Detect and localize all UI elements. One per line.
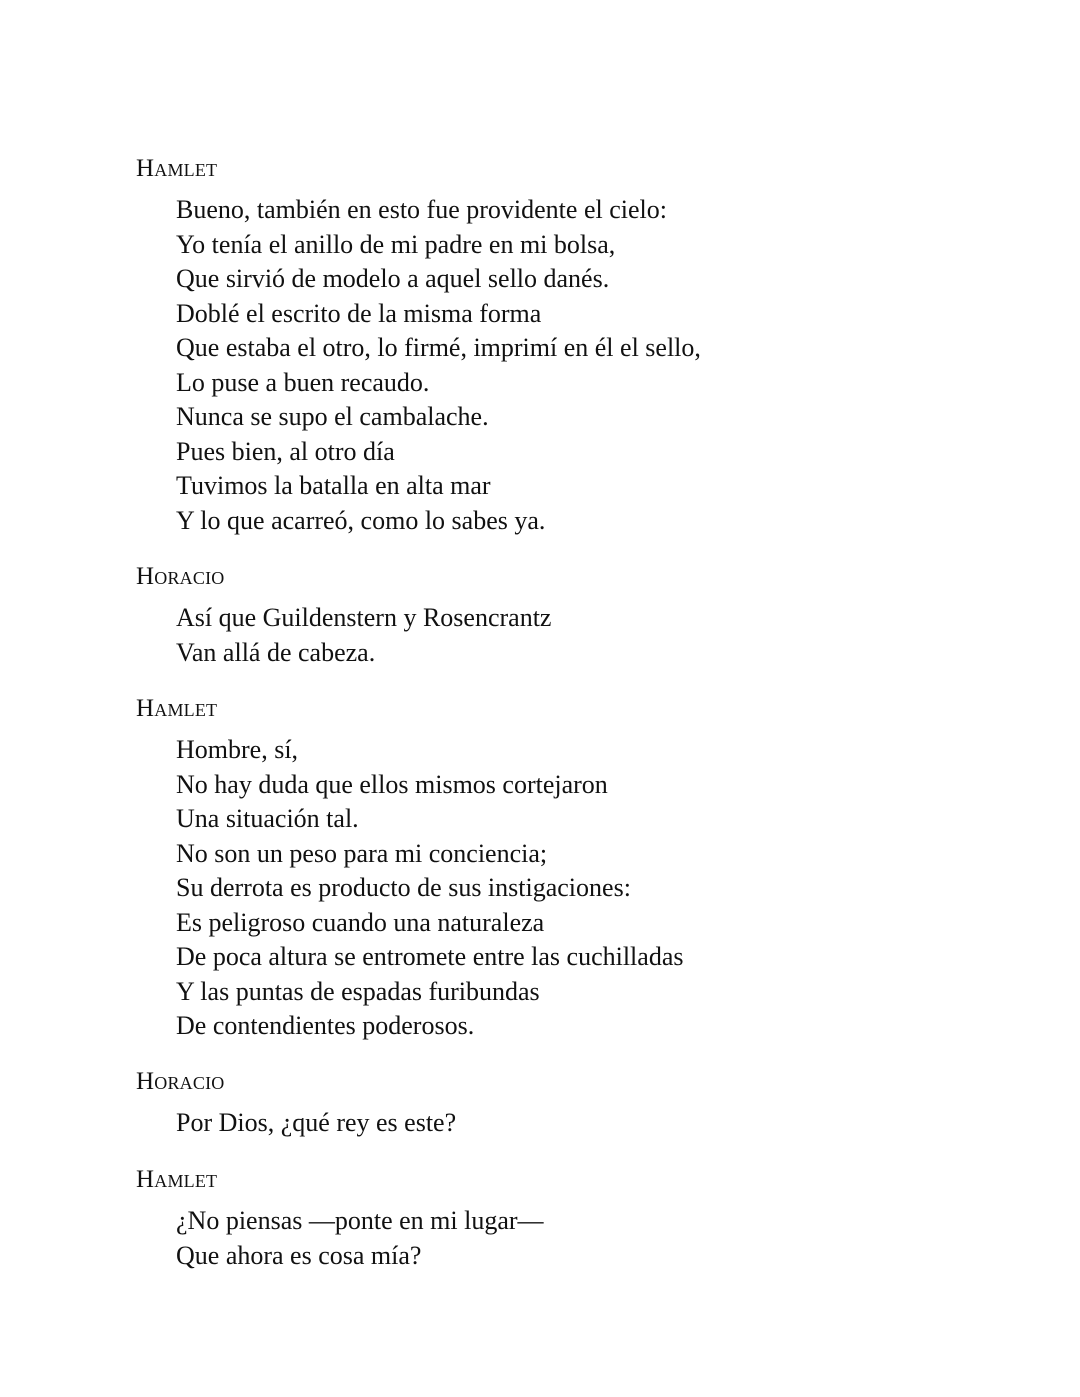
verse-line: No hay duda que ellos mismos cortejaron — [176, 769, 608, 799]
verse-line: Tuvimos la batalla en alta mar — [176, 471, 491, 500]
verse-line: Que estaba el otro, lo firmé, imprimí en él el sello, — [176, 333, 701, 362]
verse-line: Por Dios, ¿qué rey es este? — [176, 1108, 457, 1137]
verse-line: Bueno, también en esto fue providente el cielo: — [176, 195, 667, 224]
speech-lines — [176, 1204, 956, 1273]
speech-block — [136, 696, 956, 1044]
speaker-name: Hamlet — [136, 695, 218, 722]
verse-line: Yo tenía el anillo de mi padre en mi bolsa, — [176, 229, 616, 259]
speech-block — [136, 156, 956, 538]
speech-block — [136, 1069, 956, 1141]
verse-line: Van allá de cabeza. — [176, 637, 376, 667]
verse-line: De contendientes poderosos. — [176, 1011, 475, 1040]
speaker-name: Horacio — [136, 1068, 225, 1095]
verse-line: No son un peso para mi conciencia; — [176, 838, 548, 868]
speaker-name: Hamlet — [136, 1166, 218, 1193]
speech-lines — [176, 733, 956, 1044]
verse-line: Lo puse a buen recaudo. — [176, 367, 430, 397]
speech-block — [136, 564, 956, 670]
verse-line: Que ahora es cosa mía? — [176, 1240, 422, 1270]
verse-line: Y las puntas de espadas furibundas — [176, 976, 540, 1006]
verse-line: Es peligroso cuando una naturaleza — [176, 907, 545, 937]
speaker-name: Horacio — [136, 563, 225, 590]
speaker-name: Hamlet — [136, 155, 218, 182]
verse-line: De poca altura se entromete entre las cuchilladas — [176, 942, 684, 971]
speech-lines — [176, 193, 956, 538]
verse-line: Nunca se supo el cambalache. — [176, 402, 489, 431]
verse-line: Hombre, sí, — [176, 735, 299, 764]
speech-lines — [176, 1106, 956, 1141]
verse-line: Que sirvió de modelo a aquel sello danés. — [176, 264, 610, 293]
verse-line: ¿No piensas —ponte en mi lugar— — [176, 1206, 544, 1235]
verse-line: Su derrota es producto de sus instigaciones: — [176, 873, 631, 902]
verse-line: Doblé el escrito de la misma forma — [176, 298, 542, 328]
speech-block — [136, 1167, 956, 1273]
verse-line: Y lo que acarreó, como lo sabes ya. — [176, 505, 546, 535]
speech-lines — [176, 601, 956, 670]
verse-line: Una situación tal. — [176, 804, 359, 833]
verse-line: Así que Guildenstern y Rosencrantz — [176, 603, 552, 632]
verse-line: Pues bien, al otro día — [176, 436, 395, 466]
